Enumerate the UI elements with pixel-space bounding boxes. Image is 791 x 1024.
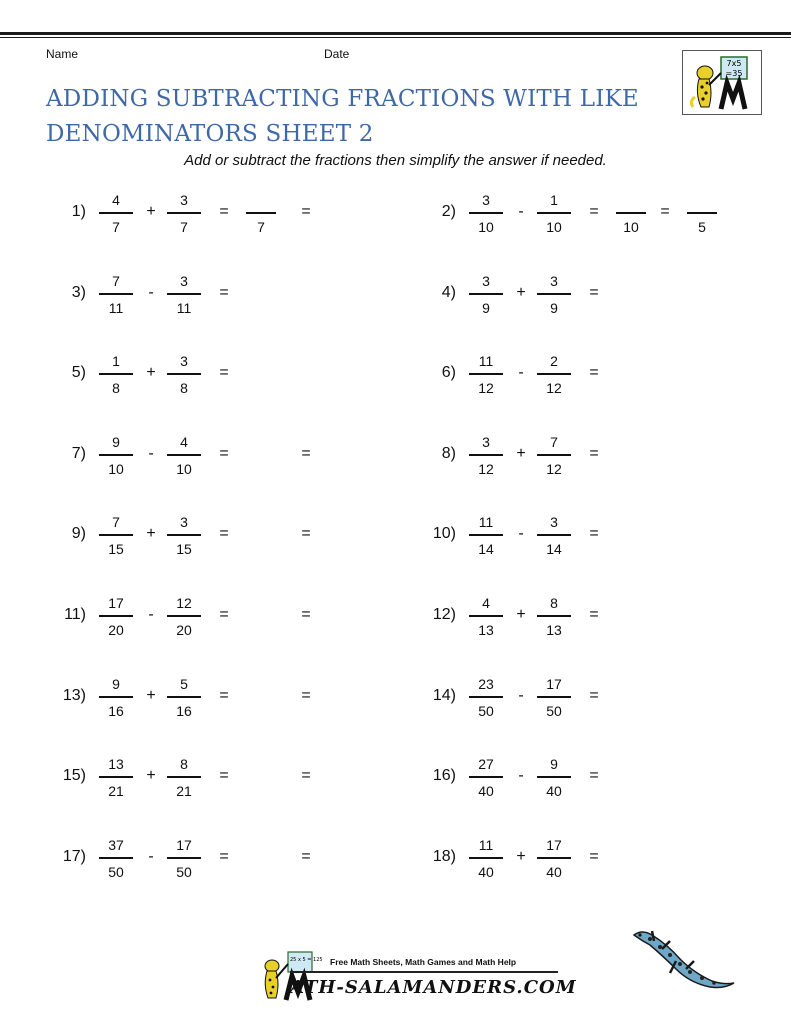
date-label: Date	[324, 47, 350, 61]
equals-sign: =	[589, 284, 599, 301]
numerator: 13	[108, 756, 124, 772]
numerator: 11	[478, 514, 494, 530]
operator: +	[146, 687, 156, 704]
fraction-bar	[537, 293, 571, 295]
first-fraction	[469, 433, 503, 478]
denominator: 14	[478, 540, 494, 557]
second-fraction	[537, 513, 571, 558]
second-fraction	[167, 433, 201, 478]
fraction-bar	[167, 293, 201, 295]
numerator: 8	[180, 756, 188, 772]
problem-17	[0, 836, 360, 886]
second-fraction	[537, 836, 571, 881]
equals-sign: =	[589, 767, 599, 784]
denominator: 11	[176, 299, 192, 316]
equals-sign: =	[589, 687, 599, 704]
denominator: 15	[108, 540, 124, 557]
numerator: 3	[550, 273, 558, 289]
operator: +	[146, 364, 156, 381]
operator: +	[516, 445, 526, 462]
answer-denominator: 5	[698, 218, 706, 235]
second-equals-sign: =	[301, 445, 311, 462]
denominator: 12	[478, 379, 494, 396]
denominator: 21	[176, 782, 192, 799]
problem-11	[0, 594, 360, 644]
equals-sign: =	[219, 364, 229, 381]
denominator: 20	[176, 621, 192, 638]
numerator: 27	[478, 756, 494, 772]
numerator: 17	[108, 595, 124, 611]
fraction-bar	[537, 373, 571, 375]
numerator: 3	[550, 514, 558, 530]
problem-number: 18)	[432, 848, 456, 865]
second-equals-sign: =	[301, 203, 311, 220]
denominator: 16	[176, 702, 192, 719]
fraction-bar	[99, 293, 133, 295]
fraction-bar	[537, 212, 571, 214]
problem-6	[370, 352, 730, 402]
name-label: Name	[46, 47, 79, 61]
first-fraction	[99, 836, 133, 881]
numerator: 37	[108, 837, 124, 853]
operator: +	[516, 606, 526, 623]
denominator: 9	[550, 299, 558, 316]
denominator: 40	[546, 863, 562, 880]
fraction-bar	[167, 776, 201, 778]
fraction-bar	[469, 696, 503, 698]
first-fraction	[99, 513, 133, 558]
numerator: 11	[478, 837, 494, 853]
problem-number: 7)	[71, 445, 86, 462]
equals-sign: =	[219, 767, 229, 784]
denominator: 40	[478, 863, 494, 880]
denominator: 10	[546, 218, 562, 235]
second-equals-sign: =	[301, 525, 311, 542]
numerator: 2	[550, 353, 558, 369]
answer-fraction	[246, 191, 276, 236]
equals-sign: =	[589, 364, 599, 381]
denominator: 11	[108, 299, 124, 316]
first-fraction	[469, 513, 503, 558]
second-equals-sign: =	[660, 203, 670, 220]
denominator: 9	[482, 299, 490, 316]
denominator: 8	[112, 379, 120, 396]
first-fraction	[99, 755, 133, 800]
fraction-bar	[99, 696, 133, 698]
fraction-bar	[469, 857, 503, 859]
problem-number: 6)	[441, 364, 456, 381]
operator: -	[148, 848, 154, 865]
instructions: Add or subtract the fractions then simplify the answer if needed.	[184, 152, 607, 169]
operator: -	[518, 525, 524, 542]
operator: -	[148, 284, 154, 301]
second-equals-sign: =	[301, 767, 311, 784]
second-fraction	[537, 191, 571, 236]
second-fraction	[537, 352, 571, 397]
fraction-bar	[167, 857, 201, 859]
operator: -	[148, 606, 154, 623]
fraction-bar	[167, 212, 201, 214]
footer-rule	[290, 971, 558, 973]
second-fraction	[167, 755, 201, 800]
top-rule	[0, 32, 791, 35]
second-fraction	[537, 675, 571, 720]
answer-denominator: 7	[257, 218, 265, 235]
equals-sign: =	[589, 525, 599, 542]
denominator: 7	[180, 218, 188, 235]
second-fraction	[167, 352, 201, 397]
denominator: 20	[108, 621, 124, 638]
denominator: 13	[546, 621, 562, 638]
answer-numerator-blank	[246, 191, 276, 209]
operator: -	[148, 445, 154, 462]
fraction-bar	[537, 857, 571, 859]
second-equals-sign: =	[301, 687, 311, 704]
equals-sign: =	[219, 606, 229, 623]
equals-sign: =	[219, 525, 229, 542]
numerator: 8	[550, 595, 558, 611]
first-fraction	[469, 191, 503, 236]
denominator: 10	[108, 460, 124, 477]
numerator: 7	[112, 514, 120, 530]
denominator: 14	[546, 540, 562, 557]
fraction-bar	[99, 615, 133, 617]
numerator: 9	[112, 434, 120, 450]
problem-number: 13)	[62, 687, 86, 704]
answer-fraction	[616, 191, 646, 236]
equals-sign: =	[589, 848, 599, 865]
problem-9	[0, 513, 360, 563]
second-fraction	[167, 513, 201, 558]
first-fraction	[99, 352, 133, 397]
problem-3	[0, 272, 360, 322]
second-fraction	[167, 272, 201, 317]
numerator: 3	[180, 353, 188, 369]
numerator: 12	[176, 595, 192, 611]
fraction-bar	[537, 454, 571, 456]
fraction-bar	[469, 454, 503, 456]
first-fraction	[469, 352, 503, 397]
problem-number: 15)	[62, 767, 86, 784]
second-equals-sign: =	[301, 606, 311, 623]
numerator: 4	[482, 595, 490, 611]
top-rule-thin	[0, 37, 791, 38]
numerator: 11	[478, 353, 494, 369]
equals-sign: =	[219, 687, 229, 704]
salamander-logo	[682, 50, 762, 115]
second-fraction	[167, 191, 201, 236]
operator: +	[146, 203, 156, 220]
fraction-bar	[537, 534, 571, 536]
numerator: 4	[112, 192, 120, 208]
problem-15	[0, 755, 360, 805]
problem-number: 1)	[71, 203, 86, 220]
operator: -	[518, 687, 524, 704]
fraction-bar	[167, 534, 201, 536]
numerator: 3	[180, 273, 188, 289]
fraction-bar	[99, 212, 133, 214]
problem-18	[370, 836, 730, 886]
first-fraction	[99, 191, 133, 236]
fraction-bar	[469, 212, 503, 214]
problem-8	[370, 433, 730, 483]
problem-number: 16)	[432, 767, 456, 784]
answer-numerator-blank	[687, 191, 717, 209]
svg-text:25 x 5 = 125: 25 x 5 = 125	[290, 957, 323, 963]
problem-number: 11)	[64, 606, 86, 623]
title-line-1: ADDING SUBTRACTING FRACTIONS WITH LIKE	[46, 86, 639, 112]
answer-denominator: 10	[623, 218, 639, 235]
footer-tagline: Free Math Sheets, Math Games and Math Help	[330, 957, 517, 967]
second-fraction	[537, 272, 571, 317]
denominator: 12	[546, 379, 562, 396]
fraction-bar	[537, 776, 571, 778]
numerator: 1	[550, 192, 558, 208]
fraction-bar	[99, 454, 133, 456]
equals-sign: =	[219, 445, 229, 462]
problem-2	[370, 191, 730, 241]
problem-14	[370, 675, 730, 725]
fraction-bar	[99, 534, 133, 536]
fraction-bar	[469, 776, 503, 778]
denominator: 12	[478, 460, 494, 477]
problem-number: 9)	[71, 525, 86, 542]
problem-number: 2)	[441, 203, 456, 220]
svg-text:7x5: 7x5	[726, 59, 742, 68]
numerator: 17	[176, 837, 192, 853]
numerator: 4	[180, 434, 188, 450]
problem-number: 17)	[62, 848, 86, 865]
answer-fraction-bar	[246, 212, 276, 214]
problem-number: 5)	[71, 364, 86, 381]
operator: +	[516, 284, 526, 301]
first-fraction	[469, 675, 503, 720]
problem-number: 14)	[432, 687, 456, 704]
first-fraction	[99, 594, 133, 639]
numerator: 3	[482, 434, 490, 450]
denominator: 16	[108, 702, 124, 719]
operator: +	[516, 848, 526, 865]
numerator: 17	[546, 837, 562, 853]
equals-sign: =	[219, 848, 229, 865]
problem-5	[0, 352, 360, 402]
salamander-teacher-icon	[683, 51, 761, 114]
equals-sign: =	[219, 203, 229, 220]
numerator: 7	[550, 434, 558, 450]
fraction-bar	[167, 454, 201, 456]
numerator: 23	[478, 676, 494, 692]
second-fraction	[537, 594, 571, 639]
numerator: 9	[550, 756, 558, 772]
denominator: 13	[478, 621, 494, 638]
second-fraction	[537, 755, 571, 800]
denominator: 12	[546, 460, 562, 477]
problem-number: 12)	[432, 606, 456, 623]
first-fraction	[469, 594, 503, 639]
fraction-bar	[469, 373, 503, 375]
numerator: 3	[180, 514, 188, 530]
second-equals-sign: =	[301, 848, 311, 865]
fraction-bar	[167, 615, 201, 617]
numerator: 3	[482, 273, 490, 289]
footer-site-name: ATH-SALAMANDERS.COM	[290, 977, 577, 998]
salamander-icon	[628, 927, 736, 993]
equals-sign: =	[589, 606, 599, 623]
denominator: 8	[180, 379, 188, 396]
problem-4	[370, 272, 730, 322]
operator: -	[518, 364, 524, 381]
denominator: 40	[478, 782, 494, 799]
problem-10	[370, 513, 730, 563]
denominator: 21	[108, 782, 124, 799]
problem-7	[0, 433, 360, 483]
fraction-bar	[469, 293, 503, 295]
numerator: 5	[180, 676, 188, 692]
first-fraction	[469, 755, 503, 800]
worksheet-title	[46, 82, 646, 152]
footer-board-text	[290, 953, 323, 971]
operator: -	[518, 203, 524, 220]
fraction-bar	[167, 696, 201, 698]
problem-number: 8)	[441, 445, 456, 462]
fraction-bar	[469, 534, 503, 536]
problem-12	[370, 594, 730, 644]
equals-sign: =	[589, 445, 599, 462]
fraction-bar	[99, 776, 133, 778]
operator: -	[518, 767, 524, 784]
denominator: 50	[478, 702, 494, 719]
first-fraction	[469, 836, 503, 881]
equals-sign: =	[219, 284, 229, 301]
operator: +	[146, 525, 156, 542]
first-fraction	[99, 433, 133, 478]
equals-sign: =	[589, 203, 599, 220]
numerator: 9	[112, 676, 120, 692]
problem-number: 4)	[441, 284, 456, 301]
operator: +	[146, 767, 156, 784]
first-fraction	[469, 272, 503, 317]
fraction-bar	[537, 615, 571, 617]
first-fraction	[99, 272, 133, 317]
answer-fraction-bar	[687, 212, 717, 214]
denominator: 40	[546, 782, 562, 799]
problem-1	[0, 191, 360, 241]
denominator: 50	[176, 863, 192, 880]
problem-number: 10)	[432, 525, 456, 542]
svg-text:=35: =35	[725, 69, 743, 78]
numerator: 7	[112, 273, 120, 289]
problem-16	[370, 755, 730, 805]
denominator: 10	[478, 218, 494, 235]
simplified-answer-fraction	[687, 191, 717, 236]
answer-fraction-bar	[616, 212, 646, 214]
second-fraction	[167, 836, 201, 881]
fraction-bar	[537, 696, 571, 698]
problem-13	[0, 675, 360, 725]
problem-number: 3)	[71, 284, 86, 301]
denominator: 50	[108, 863, 124, 880]
title-line-2: DENOMINATORS SHEET 2	[46, 121, 374, 147]
fraction-bar	[99, 373, 133, 375]
second-fraction	[537, 433, 571, 478]
numerator: 1	[112, 353, 120, 369]
denominator: 7	[112, 218, 120, 235]
numerator: 17	[546, 676, 562, 692]
denominator: 15	[176, 540, 192, 557]
numerator: 3	[180, 192, 188, 208]
denominator: 50	[546, 702, 562, 719]
fraction-bar	[469, 615, 503, 617]
answer-numerator-blank	[616, 191, 646, 209]
first-fraction	[99, 675, 133, 720]
fraction-bar	[99, 857, 133, 859]
numerator: 3	[482, 192, 490, 208]
second-fraction	[167, 594, 201, 639]
fraction-bar	[167, 373, 201, 375]
denominator: 10	[176, 460, 192, 477]
second-fraction	[167, 675, 201, 720]
